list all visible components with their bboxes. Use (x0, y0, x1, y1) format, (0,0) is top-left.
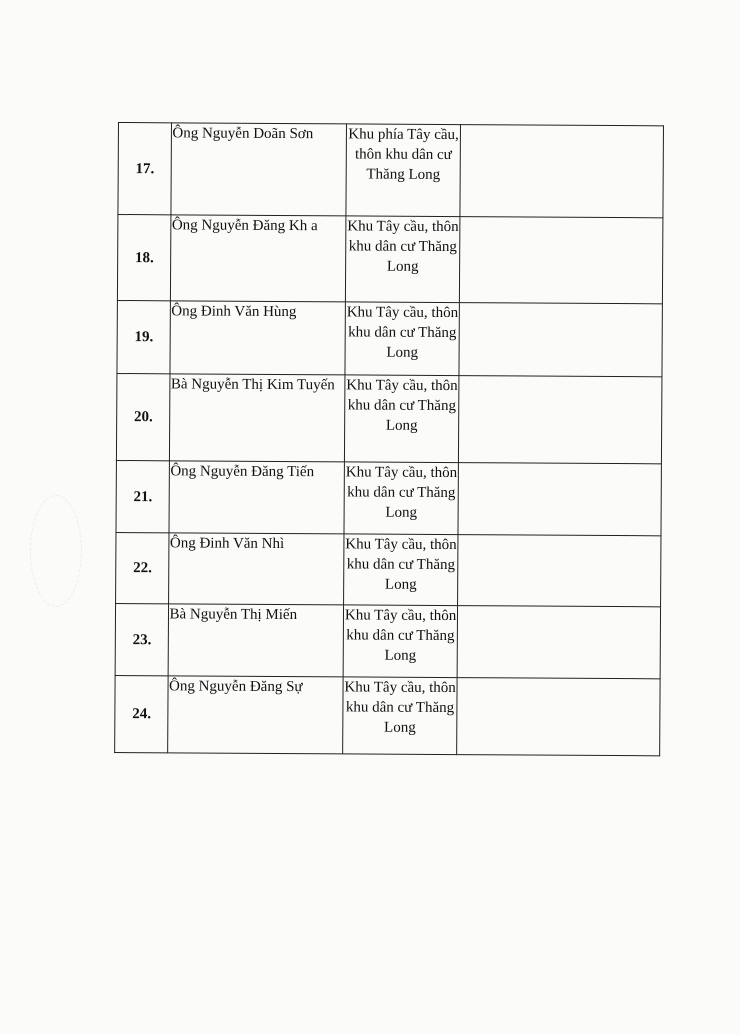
table-row (118, 123, 664, 218)
address: Khu Tây cầu, thôn khu dân cư Thăng Long (344, 462, 458, 535)
person-name: Ông Đinh Văn Hùng (170, 301, 345, 375)
row-number: 22. (116, 532, 170, 603)
person-name: Bà Nguyễn Thị Kim Tuyến (170, 374, 345, 462)
row-number: 20. (116, 373, 170, 460)
person-name: Ông Nguyễn Đăng Kh a (171, 215, 346, 302)
blank-cell (460, 217, 663, 304)
blank-cell (457, 606, 660, 679)
blank-cell (459, 376, 662, 464)
table-row (115, 603, 660, 678)
address: Khu Tây cầu, thôn khu dân cư Thăng Long (343, 605, 457, 678)
blank-cell (458, 535, 661, 607)
address: Khu Tây cầu, thôn khu dân cư Thăng Long (345, 375, 460, 463)
blank-cell (457, 678, 660, 756)
row-number: 23. (115, 603, 169, 675)
row-number: 21. (116, 460, 170, 532)
address: Khu Tây cầu, thôn khu dân cư Thăng Long (343, 677, 457, 755)
blank-cell (460, 125, 663, 218)
table-row (117, 215, 663, 304)
address: Khu Tây cầu, thôn khu dân cư Thăng Long (345, 216, 460, 303)
person-name: Ông Nguyễn Doãn Sơn (171, 123, 346, 216)
person-name: Ông Nguyễn Đăng Tiến (169, 461, 344, 534)
address: Khu Tây cầu, thôn khu dân cư Thăng Long (345, 302, 459, 376)
blank-cell (458, 463, 661, 536)
faint-stamp-mark (30, 495, 82, 607)
person-name: Ông Đinh Văn Nhì (169, 533, 344, 605)
table-row (116, 460, 661, 535)
row-number: 19. (117, 300, 171, 373)
row-number: 17. (118, 123, 172, 215)
resident-table (114, 122, 664, 756)
table-row (115, 675, 660, 755)
blank-cell (459, 303, 662, 377)
row-number: 24. (115, 675, 169, 752)
person-name: Bà Nguyễn Thị Miến (169, 604, 344, 677)
person-name: Ông Nguyễn Đăng Sự (168, 676, 343, 754)
row-number: 18. (117, 215, 171, 301)
address: Khu phía Tây cầu, thôn khu dân cư Thăng Long (346, 124, 461, 217)
address: Khu Tây cầu, thôn khu dân cư Thăng Long (344, 534, 458, 606)
table-row (117, 300, 662, 376)
table-row (116, 373, 662, 463)
table-row (116, 532, 661, 606)
